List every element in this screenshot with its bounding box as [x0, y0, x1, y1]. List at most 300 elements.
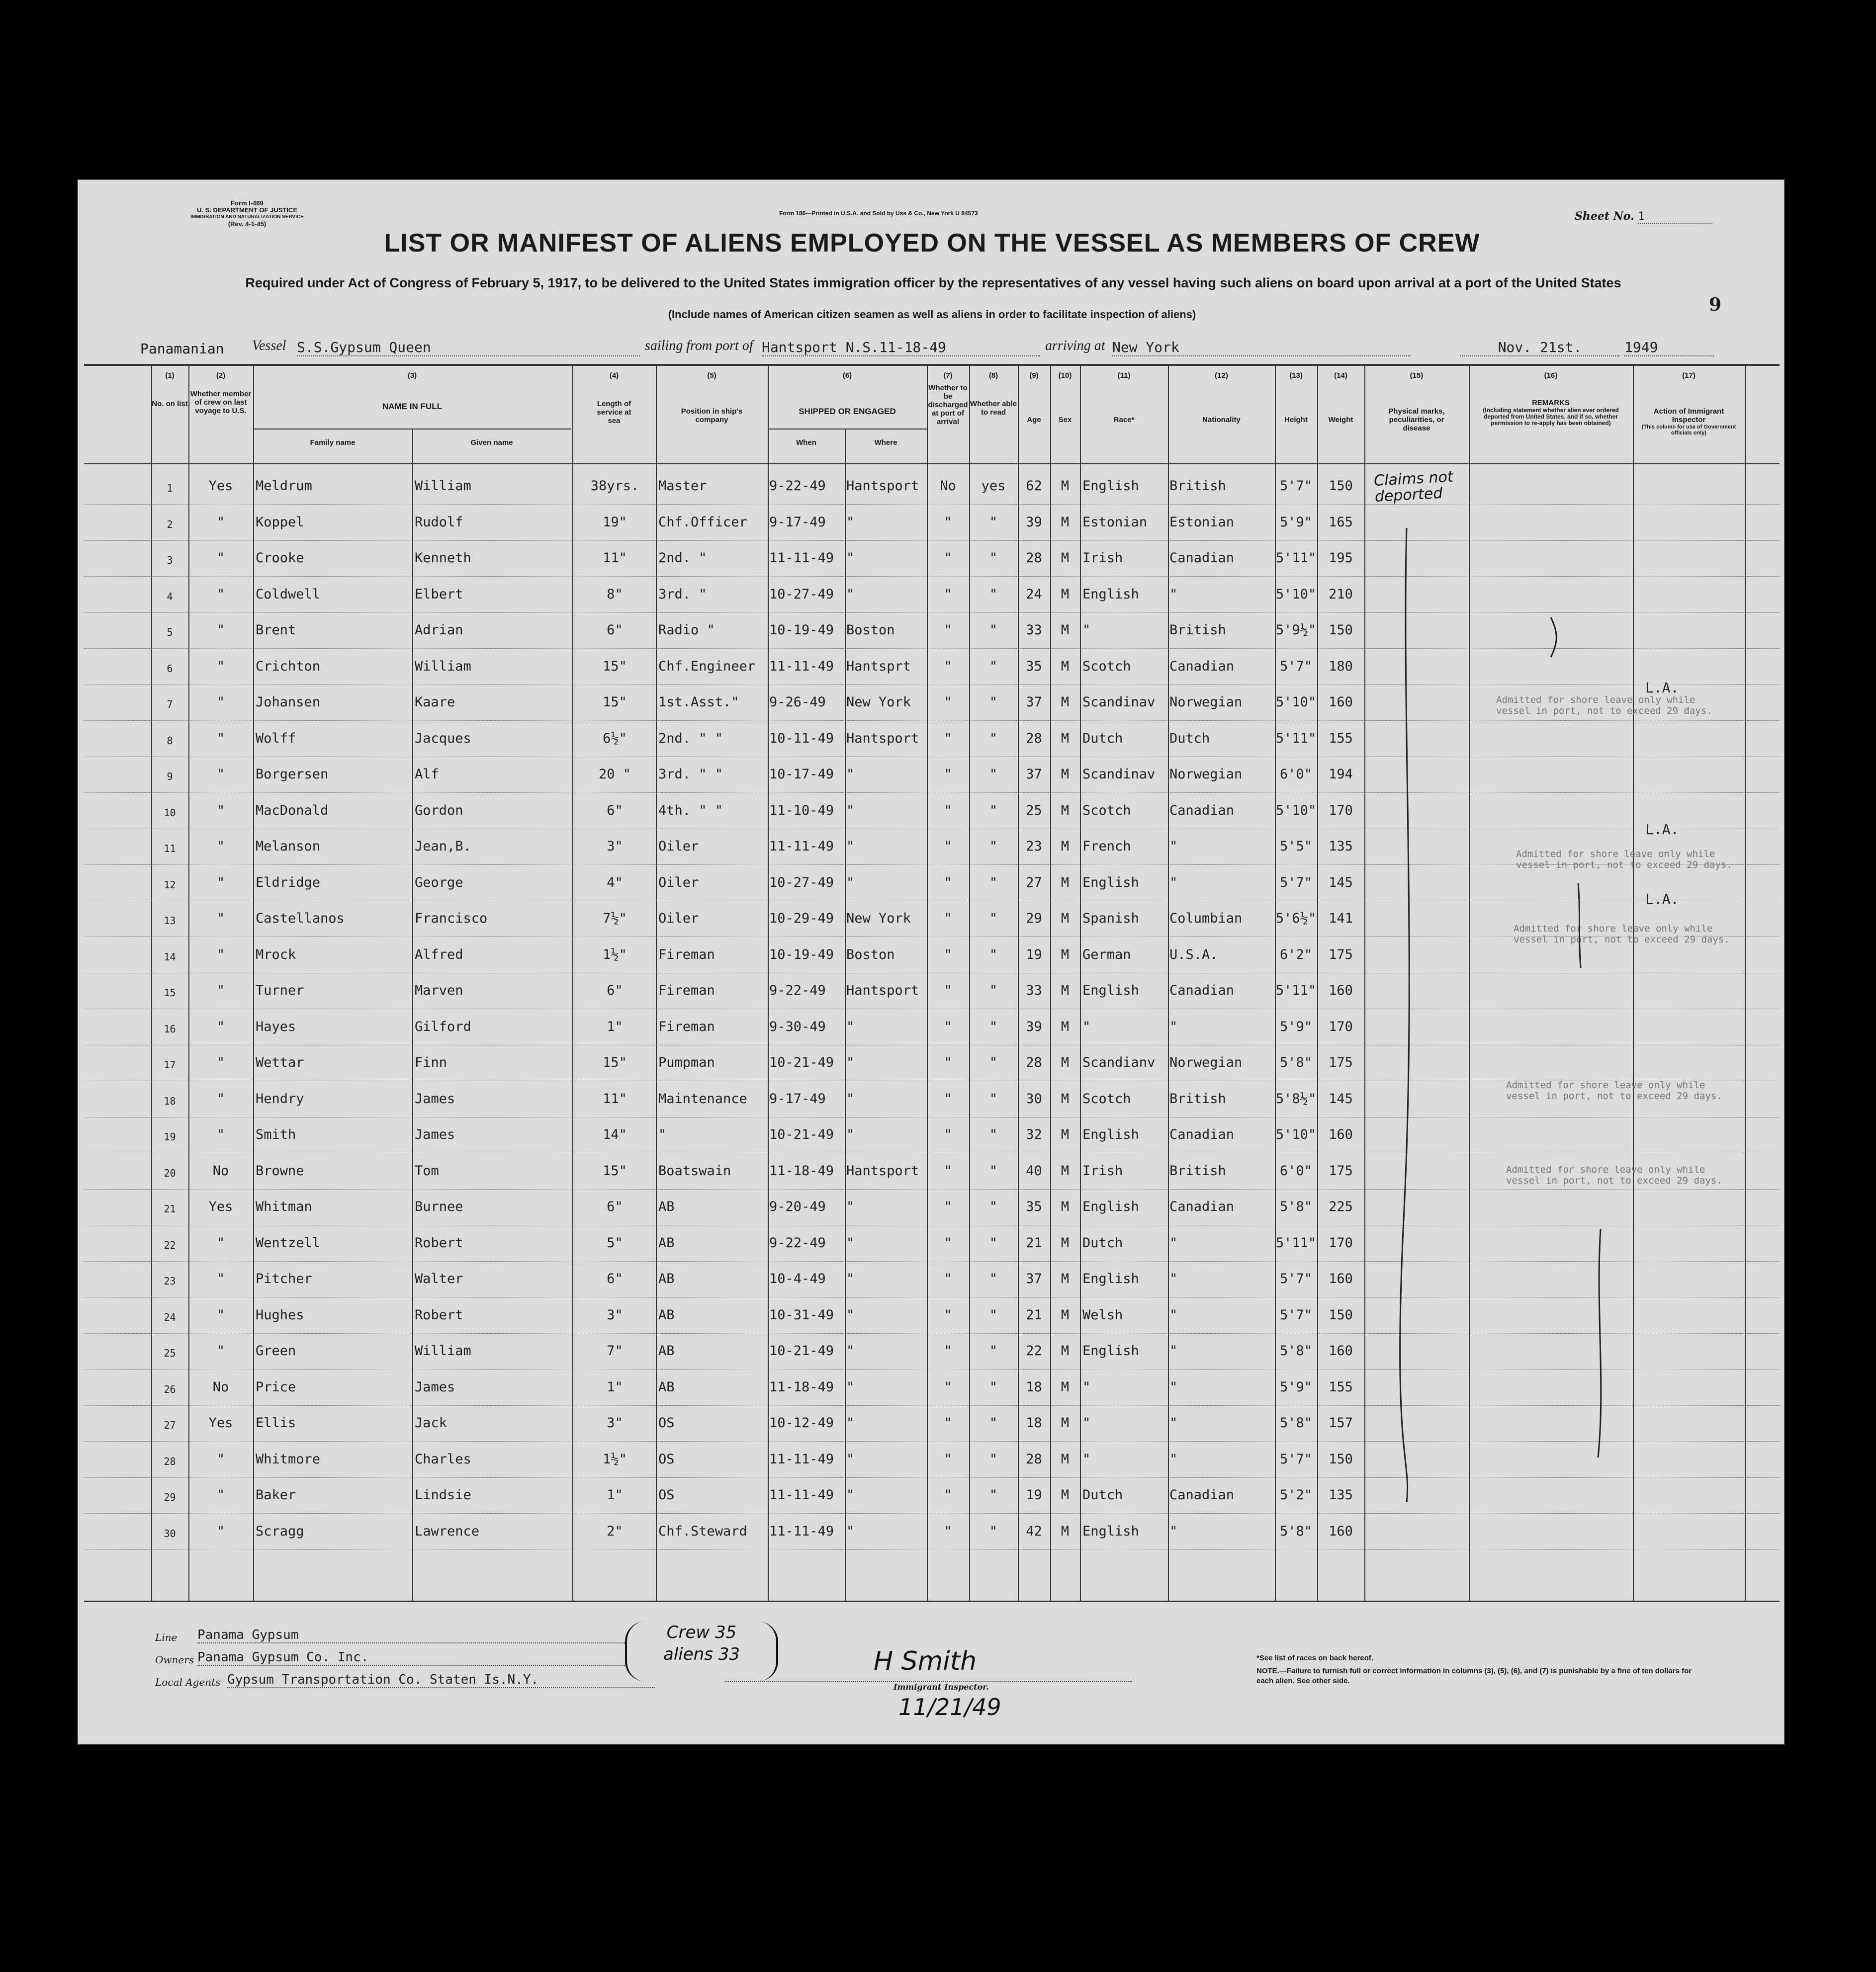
cell-height: 5'7" — [1279, 874, 1313, 890]
cell-weight: 135 — [1329, 1487, 1353, 1503]
cell-sex: M — [1061, 1271, 1070, 1286]
cell-prev: " — [216, 730, 225, 746]
cell-no: 2 — [167, 518, 173, 530]
cell-where: " — [846, 1199, 855, 1214]
cell-given: William — [415, 478, 471, 494]
cell-weight: 175 — [1329, 946, 1353, 962]
cell-race: English — [1082, 874, 1139, 890]
cell-sex: M — [1061, 1235, 1070, 1251]
cell-race: Dutch — [1082, 1487, 1123, 1503]
cell-read: " — [989, 946, 998, 962]
department-name: U. S. DEPARTMENT OF JUSTICE — [197, 206, 297, 214]
cell-where: " — [846, 1343, 855, 1359]
cell-when: 10-31-49 — [769, 1307, 834, 1323]
cell-race: Scandinav — [1082, 694, 1156, 710]
cell-race: English — [1082, 1523, 1139, 1539]
cell-height: 5'11" — [1275, 983, 1317, 998]
cell-no: 16 — [164, 1023, 176, 1035]
arrival-date: Nov. 21st. — [1460, 339, 1619, 356]
cell-family: Price — [256, 1379, 296, 1395]
cell-sex: M — [1061, 839, 1070, 854]
cell-prev: " — [216, 514, 225, 530]
cell-family: Scragg — [256, 1523, 304, 1539]
cell-where: New York — [846, 694, 911, 710]
cell-discharged: No — [940, 478, 956, 494]
cell-given: William — [415, 658, 471, 674]
cell-position: 3rd. " " — [658, 767, 723, 782]
cell-when: 10-21-49 — [769, 1055, 834, 1070]
cell-prev: " — [216, 622, 225, 638]
col-num: (6) — [842, 371, 852, 380]
cell-given: Kenneth — [415, 550, 471, 566]
cell-service: 1½" — [603, 946, 627, 962]
col-num: (7) — [943, 371, 953, 380]
col-num: (5) — [707, 371, 716, 380]
cell-given: Gordon — [415, 802, 463, 818]
cell-position: AB — [658, 1343, 675, 1359]
cell-read: " — [989, 1163, 998, 1179]
form-revision: (Rev. 4-1-45) — [228, 220, 267, 228]
cell-age: 23 — [1026, 839, 1042, 854]
cell-prev: " — [216, 1271, 225, 1286]
cell-when: 10-17-49 — [769, 767, 834, 782]
cell-read: " — [989, 1343, 998, 1359]
cell-nationality: British — [1169, 478, 1226, 494]
cell-prev: " — [216, 802, 225, 818]
cell-when: 9-17-49 — [769, 514, 826, 530]
cell-nationality: British — [1169, 1091, 1226, 1107]
cell-age: 30 — [1026, 1091, 1042, 1107]
cell-prev: " — [216, 1523, 225, 1539]
cell-height: 5'5" — [1279, 839, 1313, 854]
cell-weight: 160 — [1329, 1271, 1353, 1286]
cell-race: Scandinav — [1082, 767, 1156, 782]
cell-no: 20 — [164, 1167, 176, 1179]
cell-age: 42 — [1026, 1523, 1042, 1539]
cell-sex: M — [1061, 911, 1070, 926]
cell-when: 9-17-49 — [769, 1091, 826, 1107]
cell-read: " — [989, 1487, 998, 1503]
cell-read: yes — [981, 478, 1006, 494]
cell-given: James — [415, 1379, 455, 1395]
col-label: NAME IN FULL — [382, 402, 442, 411]
cell-height: 5'2" — [1279, 1487, 1313, 1503]
requirement-text: Required under Act of Congress of February 5, 1917, to be delivered to the United States immigration officer by the representatives of any vessel having such aliens on board upon arrival at a port of the United States — [245, 275, 1621, 290]
cell-height: 5'10" — [1275, 586, 1317, 602]
cell-age: 27 — [1026, 874, 1042, 890]
footer-line: Panama Gypsum — [197, 1628, 625, 1643]
cell-age: 35 — [1026, 1199, 1042, 1214]
cell-nationality: Dutch — [1169, 730, 1210, 746]
cell-given: Marven — [415, 983, 463, 998]
cell-height: 5'9" — [1279, 1379, 1313, 1395]
cell-position: OS — [658, 1451, 675, 1467]
sailing-label: sailing from port of — [645, 338, 753, 353]
cell-given: Jack — [415, 1415, 447, 1431]
cell-family: Hughes — [256, 1307, 304, 1323]
col-label: Whether able to read — [970, 400, 1017, 417]
cell-weight: 160 — [1329, 1523, 1353, 1539]
cell-where: " — [846, 1523, 855, 1539]
cell-position: Chf.Engineer — [658, 658, 756, 674]
cell-age: 29 — [1026, 911, 1042, 926]
cell-no: 12 — [164, 878, 176, 891]
footer-owners-label: Owners — [155, 1654, 194, 1666]
cell-family: Hayes — [256, 1019, 296, 1034]
cell-discharged: " — [944, 514, 952, 530]
cell-position: OS — [658, 1487, 675, 1503]
cell-height: 5'7" — [1279, 478, 1313, 494]
cell-given: Burnee — [415, 1199, 463, 1214]
cell-age: 28 — [1026, 1055, 1042, 1070]
cell-read: " — [989, 1199, 998, 1214]
cell-discharged: " — [944, 767, 952, 782]
cell-read: " — [989, 1379, 998, 1395]
cell-where: Hantsport — [846, 983, 919, 998]
cell-when: 9-22-49 — [769, 1235, 826, 1251]
cell-position: 3rd. " — [658, 586, 707, 602]
cell-sex: M — [1061, 586, 1070, 602]
cell-age: 33 — [1026, 983, 1042, 998]
cell-position: Chf.Officer — [658, 514, 747, 530]
service-name: IMMIGRATION AND NATURALIZATION SERVICE — [190, 214, 304, 220]
col-label: REMARKS — [1532, 399, 1570, 407]
cell-prev: No — [212, 1163, 229, 1179]
cell-family: Wentzell — [256, 1235, 321, 1251]
cell-read: " — [989, 874, 998, 890]
cell-height: 5'11" — [1275, 730, 1317, 746]
cell-read: " — [989, 1019, 998, 1034]
cell-discharged: " — [944, 1127, 952, 1142]
col-sublabel: (Including statement whether alien ever ordered deported from United States, and if so, whether permission to re-apply has been obtained) — [1483, 407, 1619, 427]
cell-position: Oiler — [658, 839, 699, 854]
col-label: Length of service at sea — [597, 400, 631, 425]
cell-prev: Yes — [208, 478, 233, 494]
cell-when: 10-29-49 — [769, 911, 834, 926]
cell-race: English — [1082, 1343, 1139, 1359]
cell-where: " — [846, 874, 855, 890]
cell-given: Finn — [415, 1055, 447, 1070]
shipped-where-header: Where — [874, 438, 897, 447]
cell-position: 1st.Asst." — [658, 694, 739, 710]
cell-given: William — [415, 1343, 471, 1359]
cell-when: 9-22-49 — [769, 478, 826, 494]
action-landed: L.A. — [1645, 680, 1679, 696]
cell-position: Master — [658, 478, 707, 494]
cell-race: Irish — [1082, 1163, 1123, 1179]
cell-family: Baker — [256, 1487, 296, 1503]
cell-prev: " — [216, 1019, 225, 1034]
cell-nationality: " — [1169, 1379, 1178, 1395]
signature-date: 11/21/49 — [898, 1694, 1001, 1720]
cell-when: 9-26-49 — [769, 694, 826, 710]
cell-nationality: Norwegian — [1169, 694, 1243, 710]
cell-position: AB — [658, 1379, 675, 1395]
cell-service: 8" — [607, 586, 623, 602]
cell-family: Crooke — [256, 550, 304, 566]
cell-race: English — [1082, 1271, 1139, 1286]
col-label: Weight — [1328, 416, 1353, 424]
cell-when: 11-11-49 — [769, 1487, 834, 1503]
cell-discharged: " — [944, 1091, 952, 1107]
cell-race: " — [1082, 622, 1091, 638]
cell-no: 1 — [167, 482, 173, 494]
cell-service: 6" — [607, 622, 623, 638]
cell-where: " — [846, 1055, 855, 1070]
cell-where: New York — [846, 911, 911, 926]
col-num: (12) — [1215, 371, 1228, 380]
cell-no: 24 — [164, 1311, 176, 1323]
cell-nationality: Columbian — [1169, 911, 1243, 926]
cell-nationality: Canadian — [1169, 983, 1235, 998]
col-num: (10) — [1058, 371, 1072, 380]
footer-owners: Panama Gypsum Co. Inc. — [197, 1650, 625, 1666]
col-label: Position in ship's company — [681, 407, 743, 424]
form-id-block — [143, 200, 352, 228]
printer-line: Form 186—Printed in U.S.A. and Sold by Uss & Co., New York U 84573 — [779, 210, 978, 217]
cell-height: 6'0" — [1279, 767, 1313, 782]
cell-position: 2nd. " — [658, 550, 707, 566]
cell-age: 28 — [1026, 550, 1042, 566]
cell-age: 39 — [1026, 514, 1042, 530]
cell-sex: M — [1061, 767, 1070, 782]
cell-prev: " — [216, 586, 225, 602]
cell-weight: 150 — [1329, 1451, 1353, 1467]
cell-service: 11" — [603, 550, 627, 566]
cell-where: " — [846, 1379, 855, 1395]
cell-discharged: " — [944, 730, 952, 746]
col-num: (4) — [609, 371, 619, 380]
cell-no: 19 — [164, 1131, 176, 1143]
cell-family: Borgersen — [256, 767, 329, 782]
cell-service: 11" — [603, 1091, 627, 1107]
cell-no: 29 — [164, 1491, 176, 1503]
cell-age: 40 — [1026, 1163, 1042, 1179]
aliens-count: aliens 33 — [663, 1644, 740, 1664]
cell-weight: 155 — [1329, 1379, 1353, 1395]
cell-given: Kaare — [415, 694, 455, 710]
cell-no: 8 — [167, 734, 173, 747]
cell-discharged: " — [944, 658, 952, 674]
manifest-sheet — [77, 179, 1785, 1745]
action-landed: L.A. — [1645, 821, 1679, 838]
cell-read: " — [989, 1271, 998, 1286]
cell-age: 22 — [1026, 1343, 1042, 1359]
cell-position: Boatswain — [658, 1163, 731, 1179]
cell-family: Wolff — [256, 730, 296, 746]
cell-read: " — [989, 1055, 998, 1070]
cell-service: 3" — [607, 1307, 623, 1323]
cell-where: " — [846, 1415, 855, 1431]
cell-read: " — [989, 730, 998, 746]
cell-nationality: " — [1169, 1415, 1178, 1431]
cell-position: 4th. " " — [658, 802, 723, 818]
cell-service: 3" — [607, 1415, 623, 1431]
cell-nationality: British — [1169, 1163, 1226, 1179]
cell-given: Jacques — [415, 730, 471, 746]
arrival-year: 1949 — [1624, 339, 1714, 356]
cell-sex: M — [1061, 983, 1070, 998]
cell-position: Fireman — [658, 983, 715, 998]
cell-when: 10-21-49 — [769, 1127, 834, 1142]
col-num: (13) — [1289, 371, 1303, 380]
cell-service: 15" — [603, 658, 627, 674]
cell-age: 18 — [1026, 1379, 1042, 1395]
cell-read: " — [989, 983, 998, 998]
cell-height: 5'8" — [1279, 1199, 1313, 1214]
col-sublabel: (This column for use of Government officials only) — [1641, 424, 1736, 436]
cell-race: Scotch — [1082, 802, 1131, 818]
cell-weight: 194 — [1329, 767, 1353, 782]
cell-prev: " — [216, 911, 225, 926]
cell-family: MacDonald — [256, 802, 329, 818]
cell-sex: M — [1061, 1487, 1070, 1503]
cell-age: 19 — [1026, 946, 1042, 962]
col-label: Physical marks, peculiarities, or disease — [1388, 407, 1445, 432]
cell-sex: M — [1061, 1307, 1070, 1323]
cell-nationality: " — [1169, 839, 1178, 854]
cell-discharged: " — [944, 802, 952, 818]
cell-family: Green — [256, 1343, 296, 1359]
footer-line-label: Line — [155, 1631, 178, 1643]
cell-where: " — [846, 1487, 855, 1503]
cell-position: Oiler — [658, 874, 699, 890]
cell-family: Mrock — [256, 946, 296, 962]
cell-position: AB — [658, 1271, 675, 1286]
cell-family: Koppel — [256, 514, 304, 530]
remark-shore-leave: Admitted for shore leave only while vessel in port, not to exceed 29 days. — [1496, 694, 1712, 716]
cell-read: " — [989, 1451, 998, 1467]
cell-family: Johansen — [256, 694, 321, 710]
col-num: (16) — [1544, 371, 1558, 380]
cell-sex: M — [1061, 514, 1070, 530]
cell-discharged: " — [944, 1415, 952, 1431]
include-note: (Include names of American citizen seamen as well as aliens in order to facilitate inspection of aliens) — [668, 308, 1196, 321]
cell-race: Irish — [1082, 550, 1123, 566]
cell-age: 28 — [1026, 1451, 1042, 1467]
cell-where: " — [846, 514, 855, 530]
cell-prev: " — [216, 1307, 225, 1323]
cell-discharged: " — [944, 1235, 952, 1251]
cell-where: Boston — [846, 622, 895, 638]
remark-shore-leave: Admitted for shore leave only while vessel in port, not to exceed 29 days. — [1506, 1080, 1722, 1102]
cell-position: Maintenance — [658, 1091, 747, 1107]
inspector-signature: H Smith — [874, 1646, 977, 1676]
cell-given: Walter — [415, 1271, 463, 1286]
cell-weight: 150 — [1329, 622, 1353, 638]
cell-family: Wettar — [256, 1055, 304, 1070]
remark-shore-leave: Admitted for shore leave only while vessel in port, not to exceed 29 days. — [1514, 923, 1730, 945]
sheet-number — [1575, 210, 1712, 224]
cell-given: Gilford — [415, 1019, 471, 1034]
shipped-when-header: When — [796, 438, 816, 447]
cell-no: 14 — [164, 950, 176, 963]
cell-position: OS — [658, 1415, 675, 1431]
cell-family: Browne — [256, 1163, 304, 1179]
cell-discharged: " — [944, 1019, 952, 1034]
crew-count: Crew 35 — [666, 1623, 737, 1642]
cell-prev: " — [216, 1091, 225, 1107]
cell-family: Coldwell — [256, 586, 321, 602]
form-number: Form I-489 — [231, 199, 264, 207]
cell-sex: M — [1061, 1451, 1070, 1467]
cell-weight: 145 — [1329, 1091, 1353, 1107]
footer-agents: Gypsum Transportation Co. Staten Is.N.Y. — [227, 1672, 655, 1688]
cell-service: 5" — [607, 1235, 623, 1251]
cell-discharged: " — [944, 1199, 952, 1214]
remark-shore-leave: Admitted for shore leave only while vessel in port, not to exceed 29 days. — [1516, 849, 1732, 870]
cell-prev: " — [216, 550, 225, 566]
cell-where: " — [846, 586, 855, 602]
cell-nationality: " — [1169, 1019, 1178, 1034]
cell-discharged: " — [944, 1307, 952, 1323]
cell-prev: " — [216, 1055, 225, 1070]
cell-read: " — [989, 839, 998, 854]
cell-discharged: " — [944, 550, 952, 566]
cell-race: " — [1082, 1451, 1091, 1467]
cell-discharged: " — [944, 1523, 952, 1539]
cell-race: Scotch — [1082, 658, 1131, 674]
cell-nationality: Canadian — [1169, 550, 1235, 566]
cell-weight: 150 — [1329, 478, 1353, 494]
col-label: Age — [1027, 416, 1041, 424]
cell-given: Charles — [415, 1451, 471, 1467]
cell-height: 5'7" — [1279, 1451, 1313, 1467]
cell-where: Boston — [846, 946, 895, 962]
cell-prev: " — [216, 1451, 225, 1467]
cell-no: 11 — [164, 843, 176, 855]
cell-no: 4 — [167, 590, 173, 602]
cell-service: 6" — [607, 983, 623, 998]
cell-given: James — [415, 1091, 455, 1107]
cell-sex: M — [1061, 946, 1070, 962]
cell-given: Robert — [415, 1235, 463, 1251]
cell-given: Jean,B. — [415, 839, 471, 854]
col-label: SHIPPED OR ENGAGED — [799, 407, 896, 416]
cell-family: Smith — [256, 1127, 296, 1142]
cell-no: 25 — [164, 1347, 176, 1359]
col-num: (9) — [1029, 371, 1039, 380]
cell-race: English — [1082, 1199, 1139, 1214]
cell-service: 20 " — [598, 767, 631, 782]
cell-when: 11-11-49 — [769, 550, 834, 566]
cell-when: 11-18-49 — [769, 1163, 834, 1179]
cell-height: 5'10" — [1275, 1127, 1317, 1142]
cell-race: English — [1082, 1127, 1139, 1142]
cell-age: 62 — [1026, 478, 1042, 494]
cell-race: " — [1082, 1379, 1091, 1395]
cell-no: 26 — [164, 1383, 176, 1395]
cell-age: 37 — [1026, 767, 1042, 782]
cell-service: 4" — [607, 874, 623, 890]
cell-weight: 175 — [1329, 1163, 1353, 1179]
cell-position: Oiler — [658, 911, 699, 926]
col-num: (11) — [1117, 371, 1131, 380]
cell-read: " — [989, 1127, 998, 1142]
cell-service: 14" — [603, 1127, 627, 1142]
cell-prev: " — [216, 983, 225, 998]
cell-age: 37 — [1026, 1271, 1042, 1286]
cell-nationality: " — [1169, 1271, 1178, 1286]
cell-service: 19" — [603, 514, 627, 530]
cell-when: 10-19-49 — [769, 946, 834, 962]
cell-age: 21 — [1026, 1307, 1042, 1323]
cell-where: " — [846, 550, 855, 566]
cell-no: 21 — [164, 1203, 176, 1215]
cell-sex: M — [1061, 802, 1070, 818]
sheet-label: Sheet No. — [1575, 210, 1634, 223]
remark-shore-leave: Admitted for shore leave only while vessel in port, not to exceed 29 days. — [1506, 1164, 1722, 1186]
